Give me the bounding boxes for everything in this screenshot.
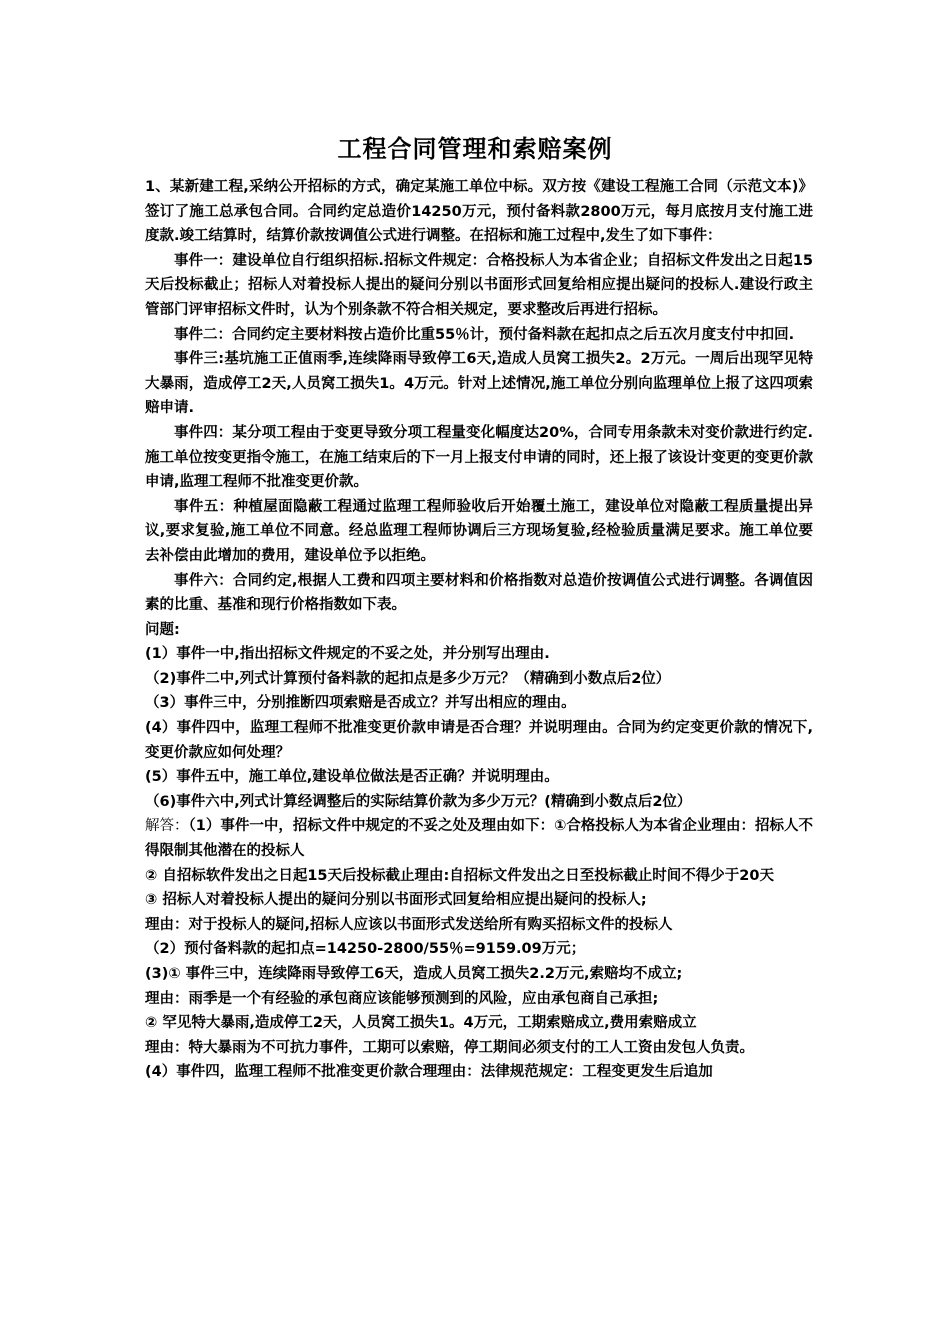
paragraph-event-5: 事件五：种植屋面隐蔽工程通过监理工程师验收后开始覆土施工，建设单位对隐蔽工程质量提出异议,要求复验,施工单位不同意。经总监理工程师协调后三方现场复验,经检验质量满足要求。施工单位要去补偿由此增加的费用，建设单位予以拒绝。 xyxy=(145,498,813,564)
questions-heading: 问题: xyxy=(145,621,180,638)
paragraph-event-1: 事件一：建设单位自行组织招标.招标文件规定：合格投标人为本省企业；自招标文件发出之日起15天后投标截止；招标人对着投标人提出的疑问分别以书面形式回复给相应提出疑问的投标人.建设行政主管部门评审招标文件时，认为个别条款不符合相关规定，要求整改后再进行招标。 xyxy=(145,252,813,318)
answer-1-item-2: ② 自招标软件发出之日起15天后投标截止理由:自招标文件发出之日至投标截止时间不得少于20天 xyxy=(145,867,774,884)
page-title: 工程合同管理和索赔案例 xyxy=(337,135,613,163)
answer-label: 解答： xyxy=(145,818,189,835)
paragraph-event-2: 事件二：合同约定主要材料按占造价比重55％计，预付备料款在起扣点之后五次月度支付中扣回. xyxy=(174,326,795,343)
answer-3-item-1: (3)① 事件三中，连续降雨导致停工6天，造成人员窝工损失2.2万元,索赔均不成立; xyxy=(145,966,683,982)
answer-1 xyxy=(145,814,813,863)
paragraph-event-4: 事件四：某分项工程由于变更导致分项工程量变化幅度达20%，合同专用条款未对变价款进行约定.施工单位按变更指令施工，在施工结束后的下一月上报支付申请的同时，还上报了该设计变更的变更价款申请,监理工程师不批准变更价款。 xyxy=(145,424,813,491)
answer-1-item-3-reason: 理由：对于投标人的疑问,招标人应该以书面形式发送给所有购买招标文件的投标人 xyxy=(145,916,673,933)
paragraph-event-3: 事件三:基坑施工正值雨季,连续降雨导致停工6天,造成人员窝工损失2。2万元。一周后出现罕见特大暴雨，造成停工2天,人员窝工损失1。4万元。针对上述情况,施工单位分别向监理单位上报了这四项索赔申请. xyxy=(145,351,813,417)
question-4: (4）事件四中，监理工程师不批准变更价款申请是否合理？并说明理由。合同为约定变更价款的情况下,变更价款应如何处理？ xyxy=(145,720,813,761)
document-body xyxy=(145,175,813,1085)
question-2: （2)事件二中,列式计算预付备料款的起扣点是多少万元？（精确到小数点后2位） xyxy=(145,670,671,687)
paragraph-intro: 1、某新建工程,采纳公开招标的方式，确定某施工单位中标。双方按《建设工程施工合同（示范文本)》签订了施工总承包合同。合同约定总造价14250万元，预付备料款2800万元，每月底按月支付施工进度款.竣工结算时，结算价款按调值公式进行调整。在招标和施工过程中,发生了如下事件： xyxy=(145,179,813,245)
answer-3-item-2-reason: 理由：特大暴雨为不可抗力事件，工期可以索赔，停工期间必须支付的工人工资由发包人负责。 xyxy=(145,1039,754,1056)
question-6: （6)事件六中,列式计算经调整后的实际结算价款为多少万元？(精确到小数点后2位） xyxy=(145,793,692,810)
answer-3-item-2: ② 罕见特大暴雨,造成停工2天，人员窝工损失1。4万元，工期索赔成立,费用索赔成立 xyxy=(145,1015,697,1032)
question-3: （3）事件三中，分别推断四项索赔是否成立？并写出相应的理由。 xyxy=(145,695,576,712)
answer-4: (4）事件四，监理工程师不批准变更价款合理理由：法律规范规定：工程变更发生后追加 xyxy=(145,1064,713,1081)
answer-2: （2）预付备料款的起扣点=14250-2800/55％=9159.09万元； xyxy=(145,941,586,958)
answer-1-text: （1）事件一中，招标文件中规定的不妥之处及理由如下：①合格投标人为本省企业理由：招标人不得限制其他潜在的投标人 xyxy=(145,818,813,860)
paragraph-event-6: 事件六：合同约定,根据人工费和四项主要材料和价格指数对总造价按调值公式进行调整。各调值因素的比重、基准和现行价格指数如下表。 xyxy=(145,572,813,614)
answer-3-item-1-reason: 理由：雨季是一个有经验的承包商应该能够预测到的风险，应由承包商自己承担; xyxy=(145,990,659,1007)
answer-1-item-3: ③ 招标人对着投标人提出的疑问分别以书面形式回复给相应提出疑问的投标人; xyxy=(145,892,647,909)
question-5: (5）事件五中，施工单位,建设单位做法是否正确？并说明理由。 xyxy=(145,769,559,786)
question-1: (1）事件一中,指出招标文件规定的不妥之处，并分别写出理由. xyxy=(145,646,550,663)
